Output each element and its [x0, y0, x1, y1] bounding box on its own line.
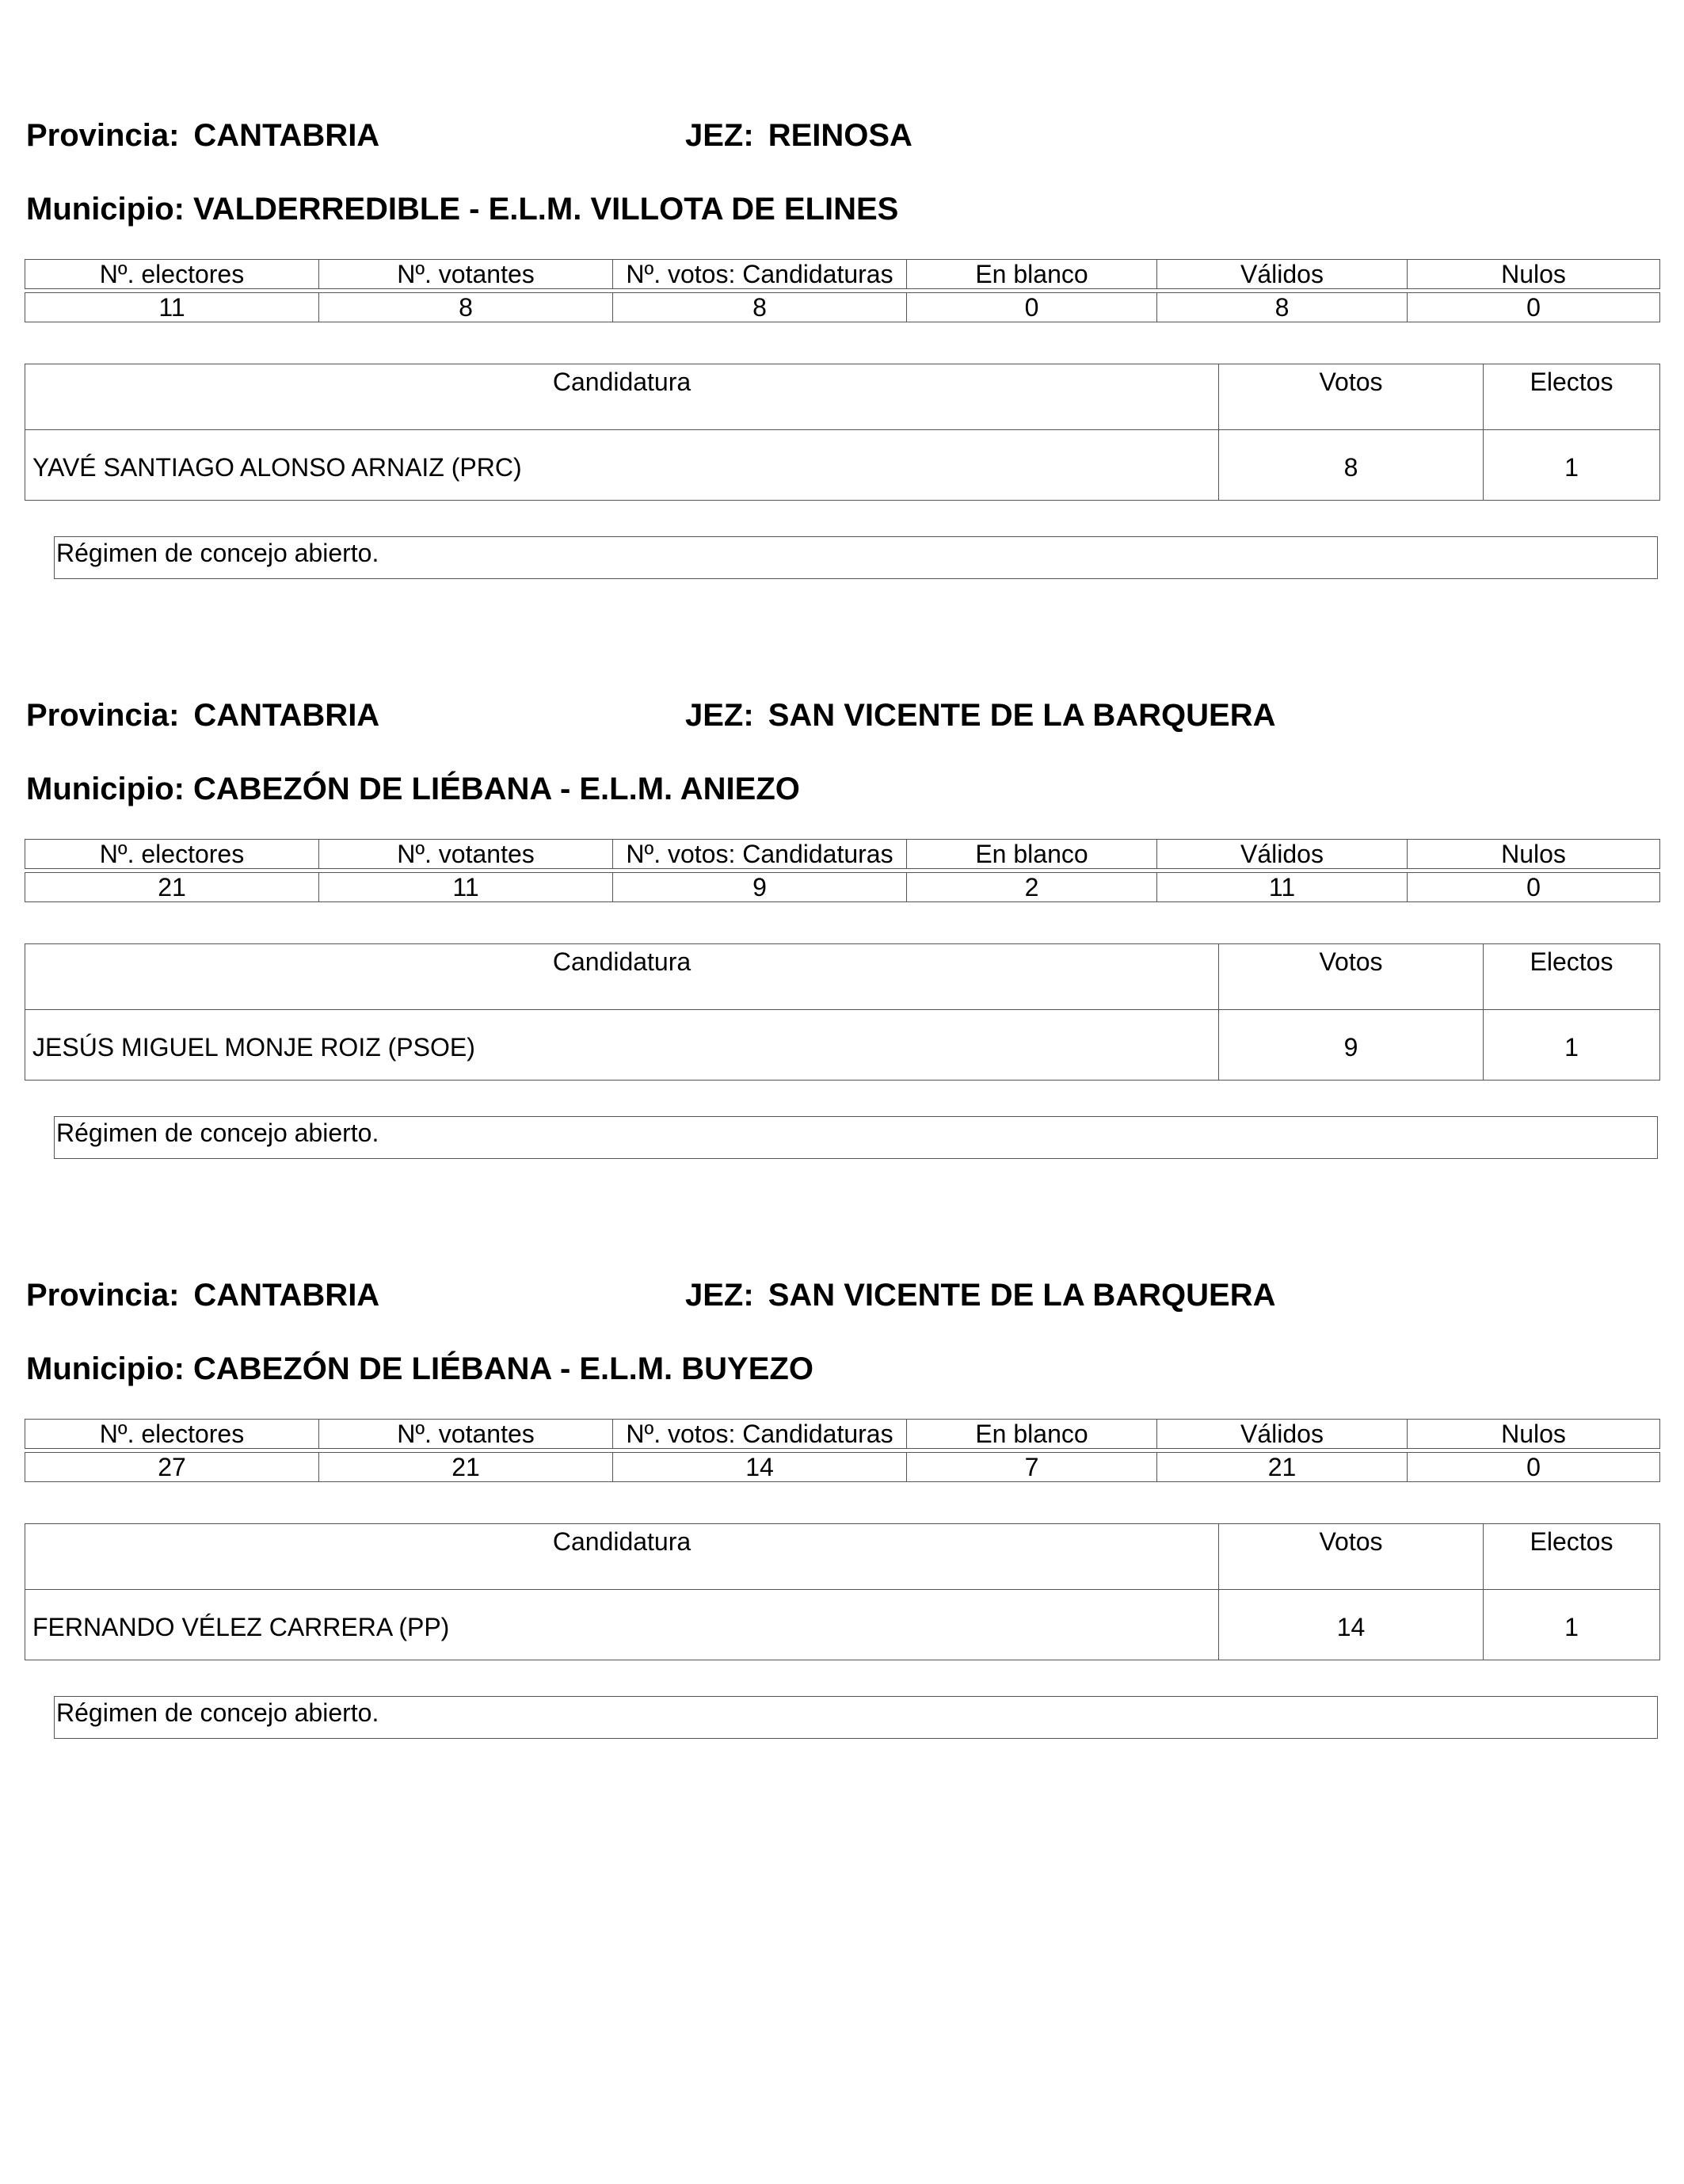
municipio-label: Municipio: — [26, 772, 185, 806]
municipio-line — [26, 190, 898, 228]
provincia-label: Provincia: — [26, 118, 180, 153]
stats-value-cell: 8 — [319, 293, 613, 322]
candidate-name: FERNANDO VÉLEZ CARRERA (PP) — [25, 1590, 1219, 1660]
stats-header-cell: Nº. electores — [25, 1420, 319, 1449]
jez-line — [685, 696, 1275, 734]
municipio-label: Municipio: — [26, 1351, 185, 1386]
stats-header-cell: En blanco — [907, 840, 1157, 869]
provincia-value: CANTABRIA — [193, 1278, 380, 1313]
votos-header: Votos — [1219, 944, 1484, 1010]
provincia-line — [26, 696, 379, 734]
candidate-electos: 1 — [1484, 1590, 1660, 1660]
provincia-line — [26, 116, 379, 154]
jez-label: JEZ: — [685, 118, 754, 153]
stats-value-cell: 0 — [907, 293, 1157, 322]
municipio-line — [26, 770, 800, 808]
candidatura-header: Candidatura — [25, 364, 1219, 430]
stats-header-cell: Válidos — [1157, 260, 1408, 289]
stats-header-cell: Nulos — [1408, 840, 1660, 869]
result-section — [0, 1160, 1684, 1727]
stats-value-cell: 0 — [1408, 1453, 1660, 1482]
stats-value-cell: 27 — [25, 1453, 319, 1482]
stats-value-cell: 0 — [1408, 873, 1660, 902]
stats-value-cell: 0 — [1408, 293, 1660, 322]
stats-header-cell: Nº. electores — [25, 260, 319, 289]
stats-value-cell: 21 — [1157, 1453, 1408, 1482]
stats-header-cell: En blanco — [907, 1420, 1157, 1449]
stats-table — [25, 1419, 1660, 1482]
jez-value: SAN VICENTE DE LA BARQUERA — [768, 1278, 1276, 1313]
votos-header: Votos — [1219, 1524, 1484, 1590]
candidate-votos: 9 — [1219, 1010, 1484, 1081]
stats-value-row — [25, 873, 1660, 902]
jez-line — [685, 1276, 1275, 1314]
regime-note: Régimen de concejo abierto. — [54, 1116, 1658, 1159]
stats-header-cell: En blanco — [907, 260, 1157, 289]
jez-label: JEZ: — [685, 1278, 754, 1313]
stats-header-cell: Nº. votos: Candidaturas — [613, 260, 907, 289]
stats-value-cell: 11 — [319, 873, 613, 902]
stats-header-row — [25, 840, 1660, 869]
candidate-row — [25, 430, 1660, 501]
electos-header: Electos — [1484, 944, 1660, 1010]
jez-label: JEZ: — [685, 698, 754, 733]
municipio-value: CABEZÓN DE LIÉBANA - E.L.M. ANIEZO — [192, 772, 800, 806]
stats-header-cell: Nº. votos: Candidaturas — [613, 840, 907, 869]
candidate-votos: 8 — [1219, 430, 1484, 501]
provincia-line — [26, 1276, 379, 1314]
stats-table — [25, 259, 1660, 322]
candidate-name: JESÚS MIGUEL MONJE ROIZ (PSOE) — [25, 1010, 1219, 1081]
stats-value-cell: 8 — [1157, 293, 1408, 322]
candidates-header-row — [25, 364, 1660, 430]
provincia-label: Provincia: — [26, 1278, 180, 1313]
candidate-row — [25, 1010, 1660, 1081]
stats-header-row — [25, 1420, 1660, 1449]
municipio-value: VALDERREDIBLE - E.L.M. VILLOTA DE ELINES — [192, 192, 899, 227]
stats-value-cell: 21 — [25, 873, 319, 902]
municipio-line — [26, 1350, 813, 1388]
candidates-table — [25, 364, 1660, 501]
result-section — [0, 0, 1684, 567]
candidate-votos: 14 — [1219, 1590, 1484, 1660]
votos-header: Votos — [1219, 364, 1484, 430]
electos-header: Electos — [1484, 1524, 1660, 1590]
stats-value-cell: 21 — [319, 1453, 613, 1482]
stats-header-cell: Nulos — [1408, 260, 1660, 289]
municipio-value: CABEZÓN DE LIÉBANA - E.L.M. BUYEZO — [192, 1351, 813, 1386]
municipio-label: Municipio: — [26, 192, 185, 227]
jez-line — [685, 116, 912, 154]
candidates-table — [25, 1523, 1660, 1660]
stats-header-cell: Válidos — [1157, 1420, 1408, 1449]
stats-header-cell: Nº. votantes — [319, 1420, 613, 1449]
candidatura-header: Candidatura — [25, 944, 1219, 1010]
jez-value: REINOSA — [768, 118, 912, 153]
provincia-value: CANTABRIA — [193, 118, 380, 153]
stats-value-cell: 14 — [613, 1453, 907, 1482]
jez-value: SAN VICENTE DE LA BARQUERA — [768, 698, 1276, 733]
stats-header-cell: Nº. electores — [25, 840, 319, 869]
stats-header-cell: Nº. votantes — [319, 840, 613, 869]
provincia-value: CANTABRIA — [193, 698, 380, 733]
stats-header-cell: Válidos — [1157, 840, 1408, 869]
result-section — [0, 580, 1684, 1147]
candidates-header-row — [25, 944, 1660, 1010]
provincia-label: Provincia: — [26, 698, 180, 733]
stats-table — [25, 839, 1660, 902]
stats-header-cell: Nulos — [1408, 1420, 1660, 1449]
stats-value-cell: 11 — [25, 293, 319, 322]
stats-value-cell: 2 — [907, 873, 1157, 902]
stats-value-cell: 8 — [613, 293, 907, 322]
stats-header-cell: Nº. votantes — [319, 260, 613, 289]
stats-value-cell: 11 — [1157, 873, 1408, 902]
stats-value-cell: 9 — [613, 873, 907, 902]
regime-note: Régimen de concejo abierto. — [54, 536, 1658, 579]
stats-value-row — [25, 293, 1660, 322]
regime-note: Régimen de concejo abierto. — [54, 1696, 1658, 1739]
stats-header-cell: Nº. votos: Candidaturas — [613, 1420, 907, 1449]
candidatura-header: Candidatura — [25, 1524, 1219, 1590]
candidate-electos: 1 — [1484, 1010, 1660, 1081]
electos-header: Electos — [1484, 364, 1660, 430]
candidate-name: YAVÉ SANTIAGO ALONSO ARNAIZ (PRC) — [25, 430, 1219, 501]
candidate-row — [25, 1590, 1660, 1660]
stats-header-row — [25, 260, 1660, 289]
candidates-table — [25, 943, 1660, 1081]
candidate-electos: 1 — [1484, 430, 1660, 501]
stats-value-cell: 7 — [907, 1453, 1157, 1482]
candidates-header-row — [25, 1524, 1660, 1590]
stats-value-row — [25, 1453, 1660, 1482]
